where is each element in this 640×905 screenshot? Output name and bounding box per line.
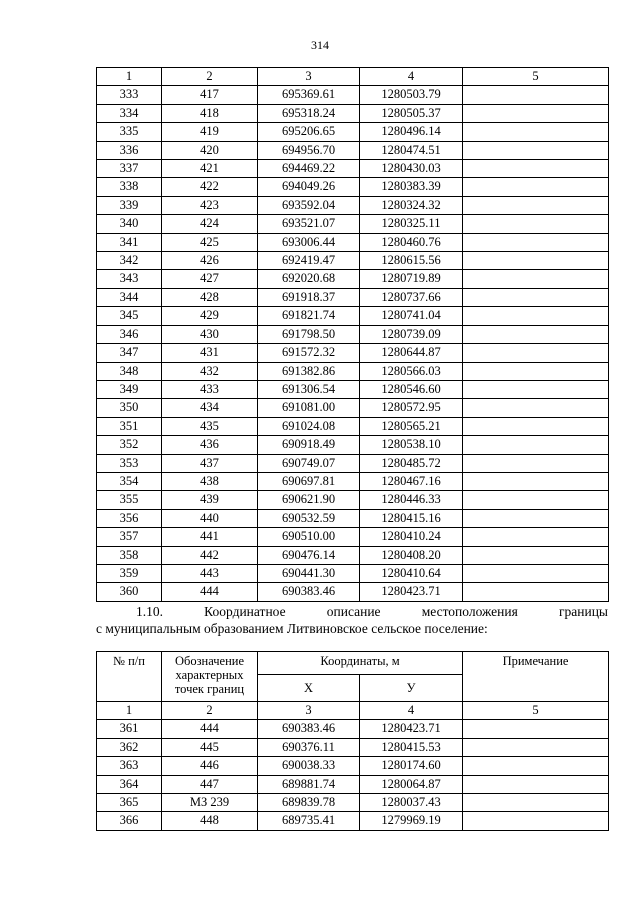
table-cell: 440 [162,509,258,527]
table-cell: 447 [162,775,258,793]
table-cell: 361 [97,720,162,738]
table-cell: 424 [162,215,258,233]
table-cell: 1280415.53 [360,738,463,756]
table-cell: 426 [162,252,258,270]
table-cell [463,344,609,362]
table-cell: 1280566.03 [360,362,463,380]
table-cell [463,399,609,417]
table-row [97,380,609,398]
table-cell: 692020.68 [258,270,360,288]
table-row [97,454,609,472]
table-cell: 443 [162,564,258,582]
table-cell: 1 [97,68,162,86]
table-cell: 434 [162,399,258,417]
section-heading-line-2: с муниципальным образованием Литвиновское сельское поселение: [96,621,488,636]
table-cell: 339 [97,196,162,214]
table-cell: 442 [162,546,258,564]
table-cell: 342 [97,252,162,270]
table-cell [463,454,609,472]
table-row [97,141,609,159]
table-cell: 690532.59 [258,509,360,527]
table-cell: 418 [162,104,258,122]
table-cell: 1280546.60 [360,380,463,398]
table-cell: 1280174.60 [360,757,463,775]
table-cell: 356 [97,509,162,527]
table-cell: 690697.81 [258,472,360,490]
table-row [97,233,609,251]
table-cell: 1280423.71 [360,583,463,601]
table-cell: 363 [97,757,162,775]
table-cell: 432 [162,362,258,380]
table-cell: 691918.37 [258,288,360,306]
table-cell: 1280324.32 [360,196,463,214]
table-cell: 448 [162,812,258,830]
table-row [97,123,609,141]
table-cell: 346 [97,325,162,343]
table-cell [463,362,609,380]
table-cell: 438 [162,472,258,490]
table-row [97,252,609,270]
table-cell [463,178,609,196]
table-cell [463,215,609,233]
table-cell: 1280410.24 [360,528,463,546]
table-row [97,757,609,775]
table-cell: 360 [97,583,162,601]
header-coordinates: Координаты, м [258,652,463,675]
table-cell: 366 [97,812,162,830]
table-cell: 5 [463,68,609,86]
header-num: № п/п [97,652,162,702]
table-cell [463,491,609,509]
table-cell: 690038.33 [258,757,360,775]
table-cell: 421 [162,160,258,178]
table-cell: 690510.00 [258,528,360,546]
table-cell: 691024.08 [258,417,360,435]
table-cell: 345 [97,307,162,325]
table-cell: МЗ 239 [162,794,258,812]
table-cell [463,86,609,104]
table-cell: 355 [97,491,162,509]
table-cell: 343 [97,270,162,288]
table-cell: 419 [162,123,258,141]
table-cell: 1280572.95 [360,399,463,417]
table-row [97,775,609,793]
table-cell: 691382.86 [258,362,360,380]
table-row [97,491,609,509]
table-row [97,472,609,490]
table-cell: 3 [258,702,360,720]
column-index-row [97,68,609,86]
table-row [97,270,609,288]
table-cell: 691821.74 [258,307,360,325]
table-cell [463,141,609,159]
table-cell: 348 [97,362,162,380]
table-row [97,417,609,435]
table-cell [463,233,609,251]
table-cell: 689881.74 [258,775,360,793]
table-cell: 695206.65 [258,123,360,141]
coordinates-table-litvinovskoe [96,651,609,831]
table-cell: 1280485.72 [360,454,463,472]
table-cell: 690621.90 [258,491,360,509]
table-cell [463,738,609,756]
table-cell: 694956.70 [258,141,360,159]
section-heading [96,603,608,637]
table-cell: 694469.22 [258,160,360,178]
table-cell: 5 [463,702,609,720]
table-cell: 689735.41 [258,812,360,830]
table-row [97,399,609,417]
table-cell [463,380,609,398]
table-cell: 1280474.51 [360,141,463,159]
table-row [97,546,609,564]
table-row [97,215,609,233]
table-cell: 431 [162,344,258,362]
table-cell: 690441.30 [258,564,360,582]
table-cell: 690383.46 [258,720,360,738]
table-cell: 417 [162,86,258,104]
table-cell: 351 [97,417,162,435]
table-cell: 690383.46 [258,583,360,601]
table-cell: 349 [97,380,162,398]
table-cell [463,775,609,793]
table-cell: 1280538.10 [360,436,463,454]
table-cell: 1280503.79 [360,86,463,104]
table-cell: 422 [162,178,258,196]
table-cell: 694049.26 [258,178,360,196]
table-cell: 4 [360,68,463,86]
table-cell: 1279969.19 [360,812,463,830]
table-cell: 423 [162,196,258,214]
section-heading-line-1: 1.10. Координатное описание местоположения границы [136,604,608,619]
table-cell [463,720,609,738]
header-designation: Обозначение характерных точек границ [162,652,258,702]
table-cell: 335 [97,123,162,141]
table-cell: 358 [97,546,162,564]
table-header-row [97,652,609,675]
table-cell [463,270,609,288]
table-cell: 1280325.11 [360,215,463,233]
table-cell: 1280739.09 [360,325,463,343]
table-cell: 365 [97,794,162,812]
table-cell: 445 [162,738,258,756]
table-cell: 2 [162,702,258,720]
table-cell: 695369.61 [258,86,360,104]
table-cell: 441 [162,528,258,546]
table-cell: 347 [97,344,162,362]
table-cell: 362 [97,738,162,756]
table-cell [463,104,609,122]
table-cell [463,196,609,214]
table-cell: 4 [360,702,463,720]
table-cell: 446 [162,757,258,775]
table-cell: 1280644.87 [360,344,463,362]
table-cell: 1280737.66 [360,288,463,306]
table-cell: 353 [97,454,162,472]
table-cell [463,417,609,435]
table-cell: 690476.14 [258,546,360,564]
table-cell: 1280064.87 [360,775,463,793]
table-cell: 1280496.14 [360,123,463,141]
table-cell [463,757,609,775]
page-number: 314 [311,38,329,52]
table-cell [463,472,609,490]
table-cell: 691081.00 [258,399,360,417]
table-row [97,812,609,830]
table-row [97,344,609,362]
table-cell: 1280408.20 [360,546,463,564]
table-cell [463,160,609,178]
header-note: Примечание [463,652,609,702]
table-cell: 350 [97,399,162,417]
table-row [97,104,609,122]
table-cell: 435 [162,417,258,435]
table-cell [463,528,609,546]
table-cell [463,546,609,564]
table-row [97,196,609,214]
table-row [97,564,609,582]
table-row [97,436,609,454]
table-cell: 336 [97,141,162,159]
table-row [97,528,609,546]
table-cell [463,307,609,325]
table-cell: 1280467.16 [360,472,463,490]
table-row [97,86,609,104]
table-cell: 1280741.04 [360,307,463,325]
table-cell: 695318.24 [258,104,360,122]
table-row [97,794,609,812]
table-cell [463,812,609,830]
table-cell: 691306.54 [258,380,360,398]
table-cell: 333 [97,86,162,104]
table-cell: 1280410.64 [360,564,463,582]
table-cell: 340 [97,215,162,233]
table-row [97,178,609,196]
table-cell: 1280037.43 [360,794,463,812]
table-cell: 338 [97,178,162,196]
table-cell: 427 [162,270,258,288]
table-cell: 1280415.16 [360,509,463,527]
table-cell: 425 [162,233,258,251]
table-cell: 444 [162,583,258,601]
table-cell [463,794,609,812]
table-row [97,325,609,343]
header-x: X [258,675,360,702]
table-cell: 1280383.39 [360,178,463,196]
table-cell: 693592.04 [258,196,360,214]
table-row [97,288,609,306]
table-cell: 689839.78 [258,794,360,812]
table-cell: 439 [162,491,258,509]
table-row [97,362,609,380]
table-row [97,720,609,738]
table-cell: 437 [162,454,258,472]
table-cell: 1280446.33 [360,491,463,509]
table-row [97,307,609,325]
table-row [97,160,609,178]
table-cell [463,583,609,601]
table-cell: 1280719.89 [360,270,463,288]
table-cell: 428 [162,288,258,306]
table-cell: 1 [97,702,162,720]
table-cell: 1280460.76 [360,233,463,251]
table-cell: 693521.07 [258,215,360,233]
table-row [97,738,609,756]
table-cell: 364 [97,775,162,793]
table-cell: 3 [258,68,360,86]
table-cell: 337 [97,160,162,178]
coordinates-table-continued [96,67,609,602]
table-cell [463,509,609,527]
table-cell [463,564,609,582]
table-cell [463,325,609,343]
table-cell: 1280430.03 [360,160,463,178]
table-cell: 1280565.21 [360,417,463,435]
table-cell: 341 [97,233,162,251]
table-cell: 436 [162,436,258,454]
table-row [97,509,609,527]
table-cell: 690376.11 [258,738,360,756]
table-cell [463,123,609,141]
table-cell: 359 [97,564,162,582]
table-cell: 344 [97,288,162,306]
table-cell: 429 [162,307,258,325]
table-cell: 444 [162,720,258,738]
table-cell: 1280423.71 [360,720,463,738]
table-cell [463,288,609,306]
table-cell: 1280505.37 [360,104,463,122]
table-cell [463,252,609,270]
table-cell: 693006.44 [258,233,360,251]
table-cell: 692419.47 [258,252,360,270]
table-cell: 357 [97,528,162,546]
table-cell: 354 [97,472,162,490]
table-cell: 690749.07 [258,454,360,472]
column-index-row [97,702,609,720]
table-cell: 690918.49 [258,436,360,454]
table-cell [463,436,609,454]
table-row [97,583,609,601]
table-cell: 430 [162,325,258,343]
header-y: У [360,675,463,702]
table-cell: 2 [162,68,258,86]
table-cell: 334 [97,104,162,122]
table-cell: 352 [97,436,162,454]
table-cell: 691572.32 [258,344,360,362]
table-cell: 420 [162,141,258,159]
table-cell: 691798.50 [258,325,360,343]
table-cell: 433 [162,380,258,398]
table-cell: 1280615.56 [360,252,463,270]
